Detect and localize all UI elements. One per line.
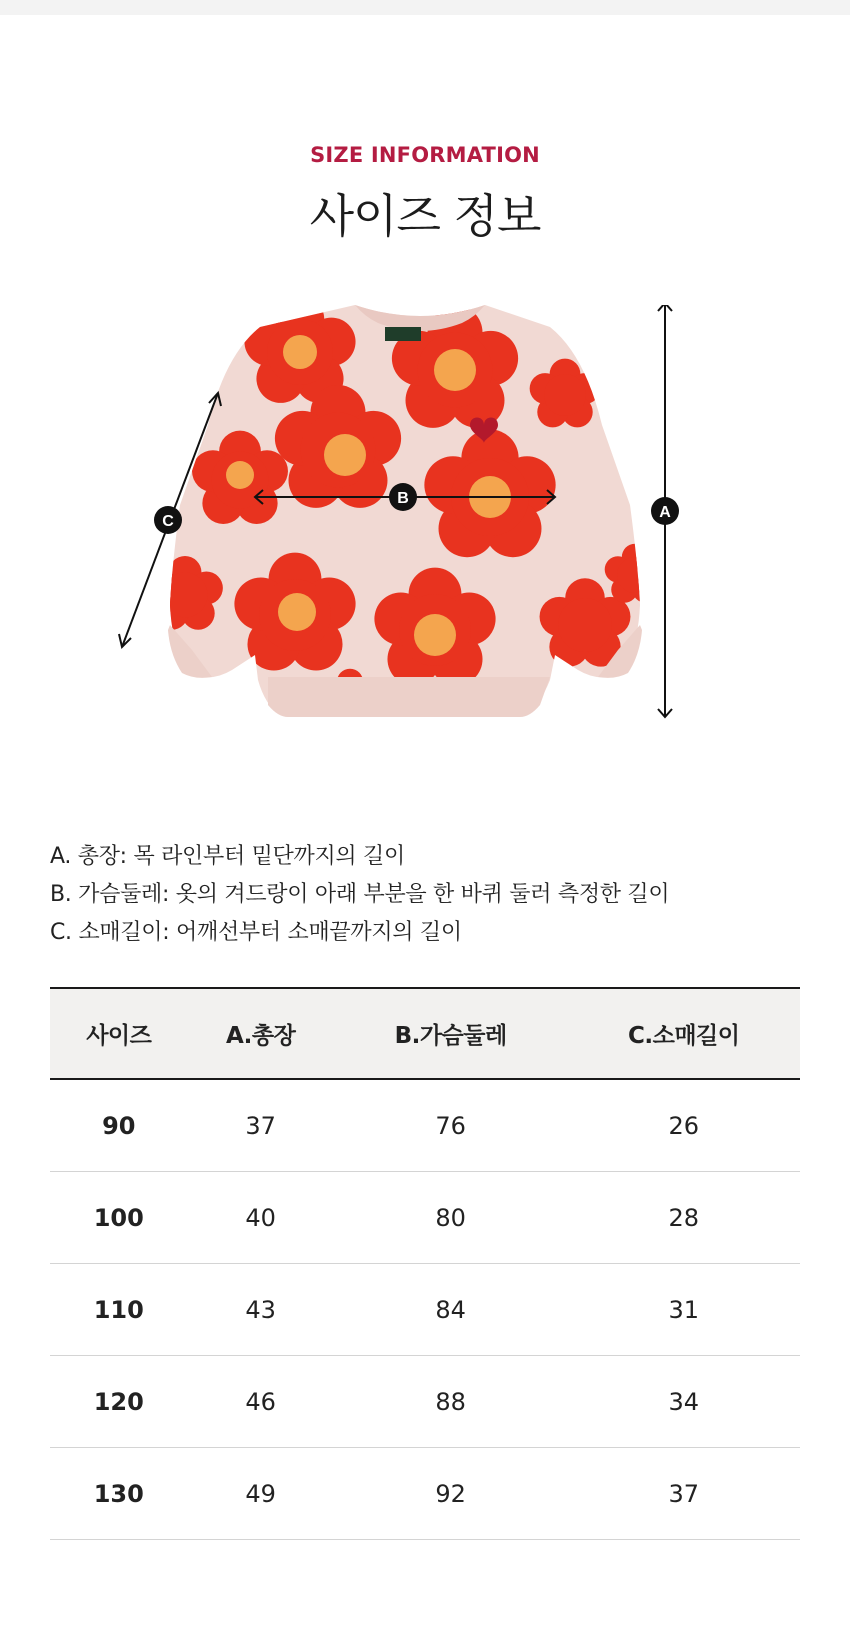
cell-size: 90 [50,1079,188,1172]
cell-sleeve: 31 [568,1264,800,1356]
cell-sleeve: 37 [568,1448,800,1540]
size-table [50,987,800,1540]
cell-size: 110 [50,1264,188,1356]
label-c-marker [154,506,182,534]
top-bar [0,0,850,15]
table-row [50,1356,800,1448]
svg-text:A: A [659,504,671,521]
table-row [50,1079,800,1172]
legend-line-c: C. 소매길이: 어깨선부터 소매끝까지의 길이 [50,920,462,945]
svg-text:C: C [162,513,174,530]
size-table-header [50,988,800,1079]
cell-length: 43 [188,1264,334,1356]
page-title: 사이즈 정보 [309,189,541,243]
cell-size: 130 [50,1448,188,1540]
cell-size: 120 [50,1356,188,1448]
cell-chest: 92 [334,1448,568,1540]
garment-measurement-figure [110,305,730,765]
table-row [50,1448,800,1540]
legend-line-a: A. 총장: 목 라인부터 밑단까지의 길이 [50,844,405,869]
cell-size: 100 [50,1172,188,1264]
measurement-legend [50,838,810,952]
cell-length: 46 [188,1356,334,1448]
section-eyebrow: SIZE INFORMATION [310,143,540,167]
cell-length: 40 [188,1172,334,1264]
table-row [50,1264,800,1356]
header-sleeve: C.소매길이 [568,988,800,1079]
cell-chest: 80 [334,1172,568,1264]
sweatshirt-illustration [110,305,730,765]
cell-sleeve: 28 [568,1172,800,1264]
label-b-marker [389,483,417,511]
header-chest: B.가슴둘레 [334,988,568,1079]
legend-line-b: B. 가슴둘레: 옷의 겨드랑이 아래 부분을 한 바퀴 둘러 측정한 길이 [50,882,670,907]
cell-length: 49 [188,1448,334,1540]
table-row [50,1172,800,1264]
cell-chest: 84 [334,1264,568,1356]
cell-length: 37 [188,1079,334,1172]
cell-sleeve: 34 [568,1356,800,1448]
svg-text:B: B [397,490,409,507]
header-size: 사이즈 [50,988,188,1079]
header-length: A.총장 [188,988,334,1079]
label-a-marker [651,497,679,525]
cell-chest: 88 [334,1356,568,1448]
cell-chest: 76 [334,1079,568,1172]
cell-sleeve: 26 [568,1079,800,1172]
